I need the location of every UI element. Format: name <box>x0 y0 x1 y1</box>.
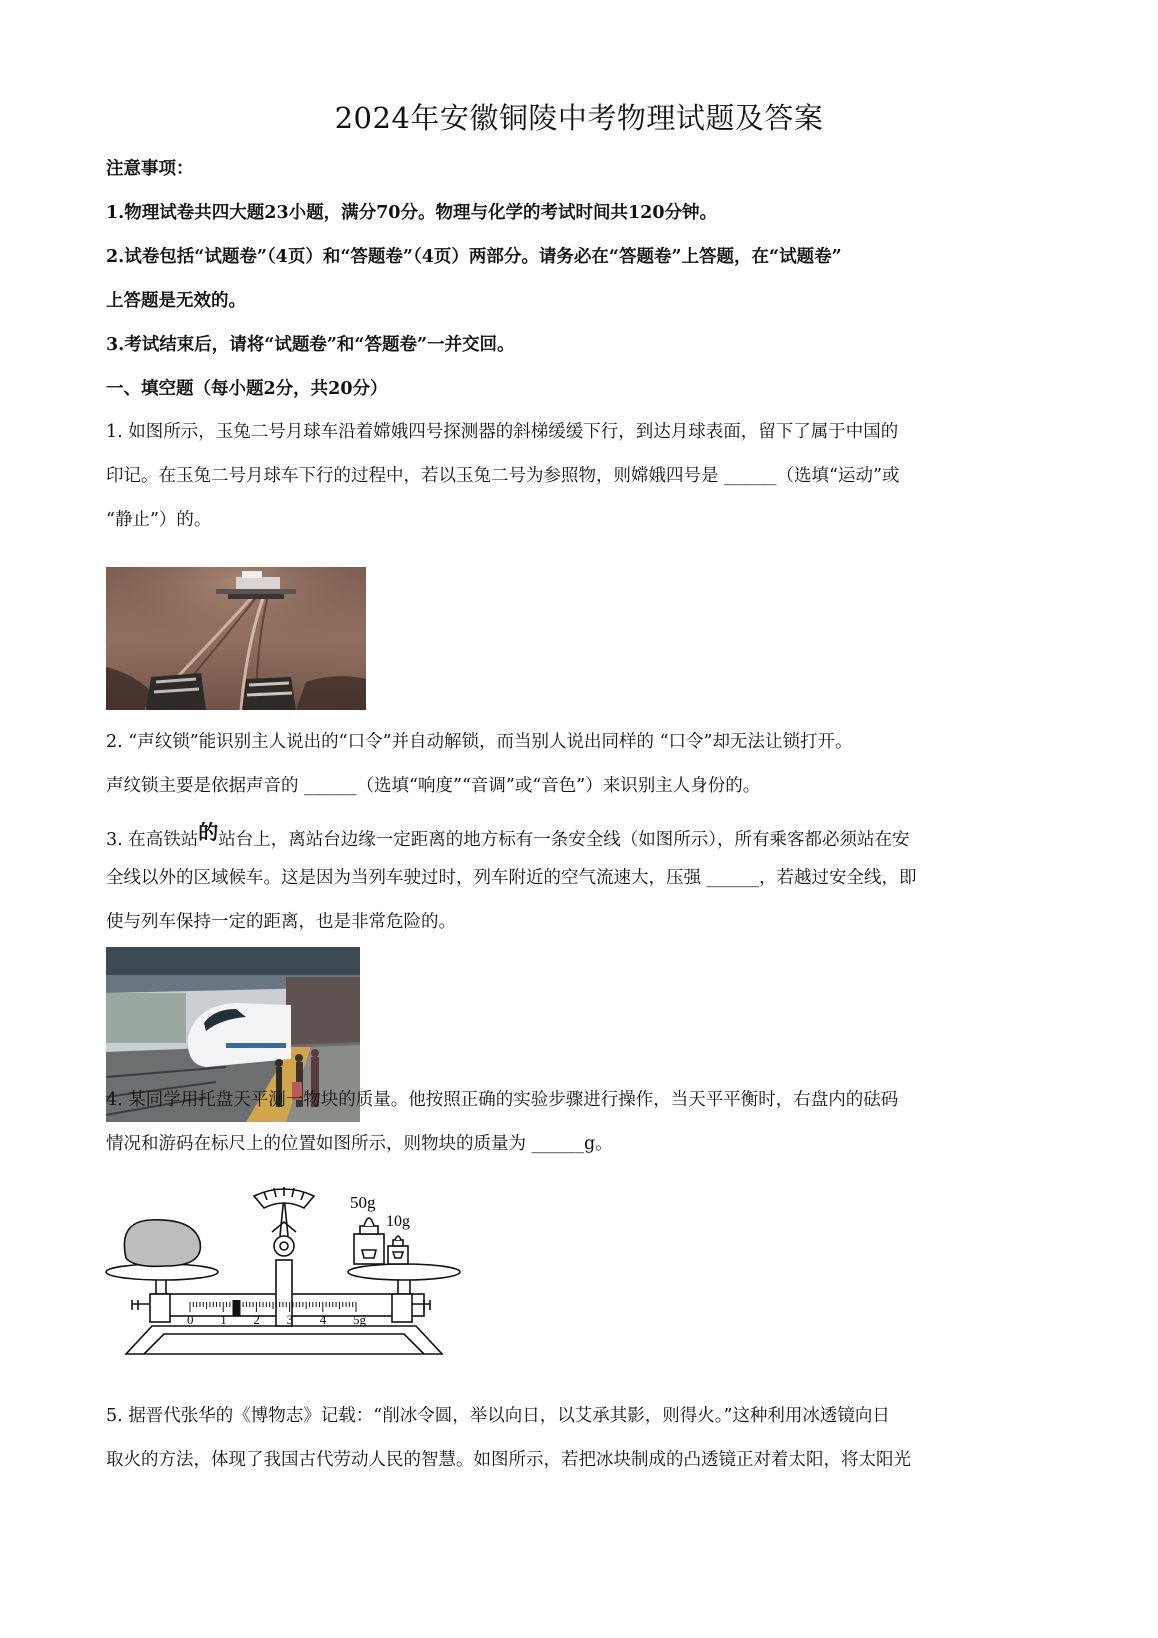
question-3-line-3: 使与列车保持一定的距离，也是非常危险的。 <box>106 912 456 932</box>
notice-item-1: 1.物理试卷共四大题23小题，满分70分。物理与化学的考试时间共120分钟。 <box>106 203 718 223</box>
question-5-line-1: 5. 据晋代张华的《博物志》记载：“削冰令圆，举以向日，以艾承其影，则得火。”这种利用冰透镜向日 <box>106 1406 890 1426</box>
question-4-line-1: 4. 某同学用托盘天平测一物块的质量。他按照正确的实验步骤进行操作，当天平平衡时，右盘内的砝码 <box>106 1090 899 1110</box>
question-2-line-2: 声纹锁主要是依据声音的 ______（选填“响度”“音调”或“音色”）来识别主人身份的。 <box>106 776 761 796</box>
question-5-line-2: 取火的方法，体现了我国古代劳动人民的智慧。如图所示，若把冰块制成的凸透镜正对着太阳，将太阳光 <box>106 1450 911 1470</box>
question-3-line-2: 全线以外的区域候车。这是因为当列车驶过时，列车附近的空气流速大，压强 ______，若越过安全线，即 <box>106 868 917 888</box>
question-4-line-2: 情况和游码在标尺上的位置如图所示，则物块的质量为 ______g。 <box>106 1134 613 1154</box>
question-2-line-1: 2. “声纹锁”能识别主人说出的“口令”并自动解锁，而当别人说出同样的 “口令”却无法让锁打开。 <box>106 732 853 752</box>
weight-50g-label: 50g <box>350 1193 376 1212</box>
question-1-line-3: “静止”）的。 <box>106 510 212 530</box>
scale-label: 1 <box>220 1312 227 1327</box>
scale-label: 5g <box>353 1312 366 1327</box>
scale-label: 0 <box>187 1312 194 1327</box>
scale-label: 2 <box>253 1312 260 1327</box>
weight-10g-label: 10g <box>386 1213 410 1230</box>
question-3-text-a: 3. 在高铁站 <box>106 830 199 850</box>
rider-marker <box>232 1300 240 1316</box>
notice-heading: 注意事项： <box>106 159 194 179</box>
balance-diagram <box>104 1176 468 1358</box>
question-3-text-c: 站台上，离站台边缘一定距离的地方标有一条安全线（如图所示），所有乘客都必须站在安 <box>218 830 910 850</box>
scale-label: 3 <box>286 1312 294 1327</box>
page-title: 2024年安徽铜陵中考物理试题及答案 <box>334 101 824 135</box>
notice-item-2a: 2.试卷包括“试题卷”（4页）和“答题卷”（4页）两部分。请务必在“答题卷”上答题，在“试题卷” <box>106 247 842 267</box>
question-3-line-1 <box>106 822 1056 851</box>
balance-svg <box>104 1176 468 1358</box>
question-3-text-b: 的 <box>198 820 219 844</box>
question-1-line-2: 印记。在玉兔二号月球车下行的过程中，若以玉兔二号为参照物，则嫦娥四号是 ______（选填“运动”或 <box>106 466 900 486</box>
scale-label: 4 <box>319 1312 327 1327</box>
section-heading-fill-blank: 一、填空题（每小题2分，共20分） <box>106 379 388 399</box>
question-1-line-1: 1. 如图所示，玉兔二号月球车沿着嫦娥四号探测器的斜梯缓缓下行，到达月球表面，留下了属于中国的 <box>106 422 899 442</box>
lunar-rover-photo <box>106 567 366 710</box>
notice-item-2b: 上答题是无效的。 <box>106 291 246 311</box>
notice-item-3: 3.考试结束后，请将“试题卷”和“答题卷”一并交回。 <box>106 335 515 355</box>
